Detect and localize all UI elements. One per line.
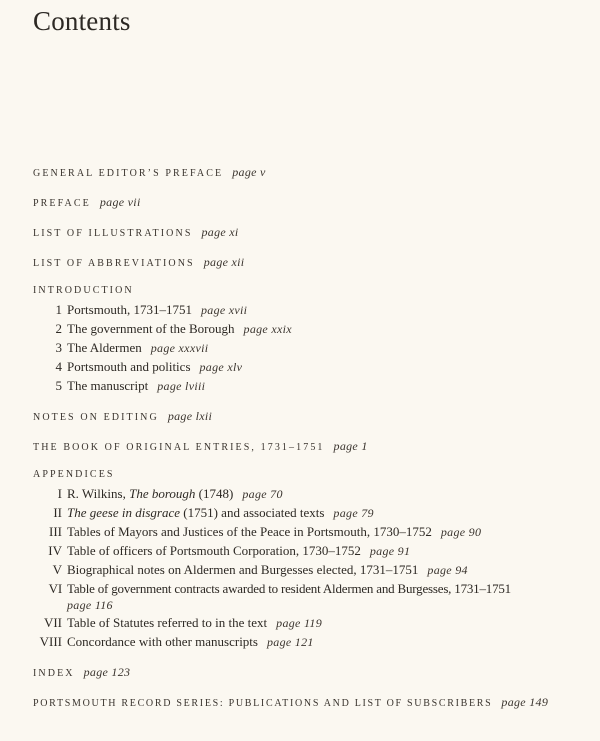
subentry-label: Portsmouth and politics <box>67 359 191 374</box>
subentry-page: page xxix <box>243 322 292 336</box>
toc-appendix[interactable] <box>34 615 322 631</box>
section-heading-appendices: APPENDICES <box>33 469 115 480</box>
toc-entry-book-of-original-entries[interactable] <box>33 439 368 454</box>
subentry-page: page xxxvii <box>150 341 209 355</box>
appendix-number: IV <box>48 543 62 558</box>
appendix-page: page 116 <box>67 598 113 612</box>
appendix-label-suffix: (1748) <box>195 486 234 501</box>
appendix-number: VII <box>43 615 62 630</box>
appendix-label-suffix: (1751) and associated texts <box>180 505 325 520</box>
toc-appendix-continuation[interactable] <box>67 597 113 613</box>
toc-subentry[interactable] <box>50 378 205 394</box>
appendix-number: VI <box>48 581 62 596</box>
appendix-label: Table of government contracts awarded to resident Aldermen and Burgesses, 1731–1751 <box>67 581 511 596</box>
appendix-page: page 91 <box>369 544 411 558</box>
entry-label: LIST OF ABBREVIATIONS <box>33 258 195 269</box>
entry-label: THE BOOK OF ORIGINAL ENTRIES, 1731–1751 <box>33 442 325 453</box>
appendix-number: VIII <box>39 634 62 649</box>
appendix-number: I <box>57 486 62 501</box>
appendix-page: page 90 <box>440 525 482 539</box>
toc-subentry[interactable] <box>50 302 247 318</box>
entry-page: page v <box>232 165 266 179</box>
entry-label: PREFACE <box>33 198 91 209</box>
toc-appendix[interactable] <box>34 634 314 650</box>
appendix-number: V <box>52 562 62 577</box>
appendix-label: Tables of Mayors and Justices of the Peace in Portsmouth, 1730–1752 <box>67 524 432 539</box>
subentry-number: 1 <box>55 302 62 317</box>
appendix-page: page 119 <box>276 616 322 630</box>
toc-subentry[interactable] <box>50 340 208 356</box>
appendix-number: III <box>49 524 62 539</box>
entry-label: INDEX <box>33 668 75 679</box>
entry-label: LIST OF ILLUSTRATIONS <box>33 228 193 239</box>
toc-entry-notes-on-editing[interactable] <box>33 409 212 424</box>
subentry-page: page xlv <box>199 360 243 374</box>
toc-subentry[interactable] <box>50 321 292 337</box>
toc-entry-portsmouth-record-series[interactable] <box>33 695 548 710</box>
subentry-number: 5 <box>55 378 62 393</box>
toc-appendix[interactable] <box>34 505 374 521</box>
toc-appendix[interactable] <box>34 486 283 502</box>
toc-appendix[interactable] <box>34 543 410 559</box>
entry-label: PORTSMOUTH RECORD SERIES: PUBLICATIONS AND LIST OF SUBSCRIBERS <box>33 698 493 709</box>
appendix-number: II <box>53 505 62 520</box>
toc-entry-index[interactable] <box>33 665 130 680</box>
appendix-page: page 79 <box>333 506 374 520</box>
subentry-label: The government of the Borough <box>67 321 235 336</box>
toc-appendix[interactable] <box>34 524 481 540</box>
appendix-label: Concordance with other manuscripts <box>67 634 258 649</box>
subentry-label: Portsmouth, 1731–1751 <box>67 302 192 317</box>
toc-subentry[interactable] <box>50 359 242 375</box>
subentry-number: 2 <box>55 321 62 336</box>
appendix-label: Biographical notes on Aldermen and Burgesses elected, 1731–1751 <box>67 562 419 577</box>
toc-entry-list-of-illustrations[interactable] <box>33 225 239 240</box>
entry-label: GENERAL EDITOR’S PREFACE <box>33 168 224 179</box>
entry-page: page xii <box>203 255 245 269</box>
subentry-number: 4 <box>55 359 62 374</box>
appendix-page: page 94 <box>427 563 468 577</box>
entry-page: page 123 <box>83 665 131 679</box>
entry-page: page vii <box>99 195 141 209</box>
appendix-page: page 121 <box>266 635 314 649</box>
entry-label: NOTES ON EDITING <box>33 412 159 423</box>
appendix-label-italic: The geese in disgrace <box>67 505 181 520</box>
appendix-label: Table of Statutes referred to in the text <box>67 615 268 630</box>
appendix-label-italic: The borough <box>129 486 196 501</box>
appendix-label: R. Wilkins, <box>67 486 130 501</box>
subentry-label: The manuscript <box>67 378 149 393</box>
entry-page: page 1 <box>333 439 368 453</box>
toc-appendix[interactable] <box>34 562 468 578</box>
appendix-label: Table of officers of Portsmouth Corporation, 1730–1752 <box>67 543 361 558</box>
appendix-page: page 70 <box>242 487 283 501</box>
section-heading-introduction: INTRODUCTION <box>33 285 134 296</box>
toc-entry-list-of-abbreviations[interactable] <box>33 255 244 270</box>
toc-appendix[interactable] <box>34 581 511 597</box>
page-title: Contents <box>33 6 131 36</box>
toc-entry-general-editors-preface[interactable] <box>33 165 266 180</box>
subentry-number: 3 <box>55 340 62 355</box>
subentry-label: The Aldermen <box>67 340 142 355</box>
entry-page: page 149 <box>501 695 549 709</box>
toc-entry-preface[interactable] <box>33 195 141 210</box>
entry-page: page lxii <box>167 409 213 423</box>
entry-page: page xi <box>201 225 239 239</box>
subentry-page: page xvii <box>200 303 248 317</box>
subentry-page: page lviii <box>157 379 206 393</box>
